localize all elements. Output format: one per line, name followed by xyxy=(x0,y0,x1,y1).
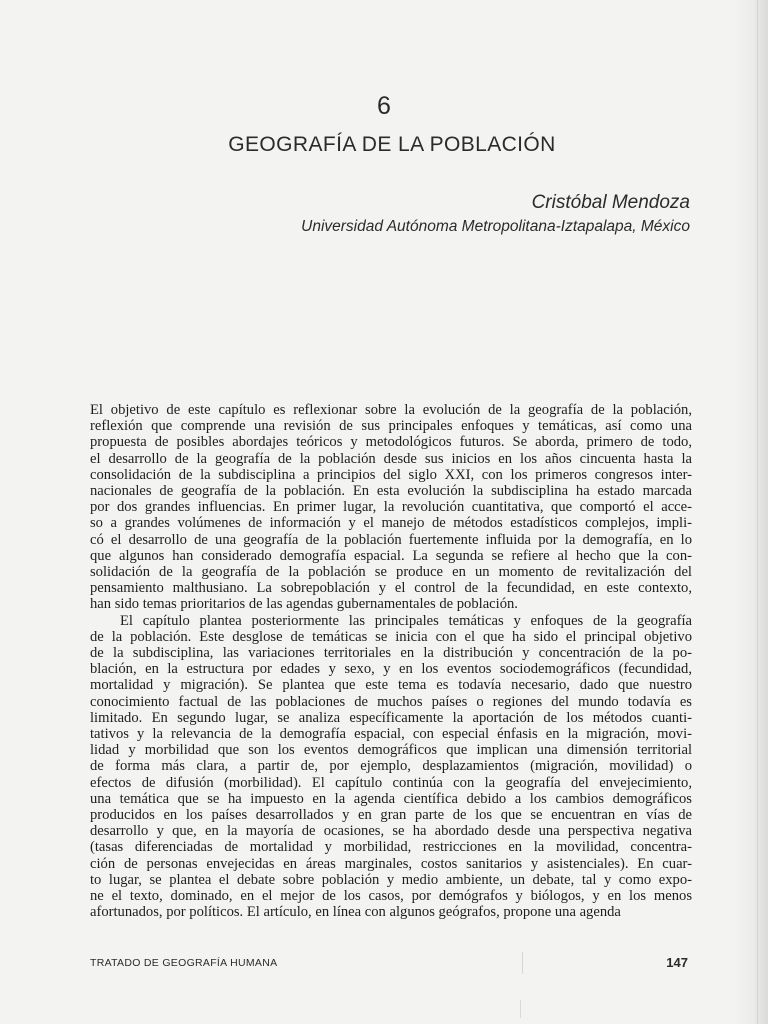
text-line: mortalidad y migración). Se plantea que este tema es todavía necesario, dado que nuestro xyxy=(90,677,692,694)
text-line: conocimiento factual de las poblaciones de muchos países o regiones del mundo todavía es xyxy=(90,693,692,710)
paragraph-2 xyxy=(90,613,692,921)
text-line: pensamiento malthusiano. La sobrepoblación y el control de la fecundidad, en este contexto, xyxy=(90,580,692,597)
text-line: nacionales de geografía de la población. En esta evolución la subdisciplina ha estado marcada xyxy=(90,483,692,500)
scan-mark xyxy=(520,1000,521,1018)
text-line: afortunados, por políticos. El artículo, en línea con algunos geógrafos, propone una agenda xyxy=(90,904,621,921)
text-line: una temática que se ha impuesto en la agenda científica debido a los cambios demográficos xyxy=(90,790,692,807)
text-line: ne el texto, dominado, en el mejor de los casos, por demógrafos y biólogos, y en los menos xyxy=(90,888,692,905)
text-line: to lugar, se plantea el debate sobre población y medio ambiente, un debate, tal y como expo- xyxy=(90,871,692,888)
text-line: El objetivo de este capítulo es reflexionar sobre la evolución de la geografía de la población, xyxy=(90,402,692,418)
text-line: có el desarrollo de una geografía de la población fuertemente influida por la demografía, en lo xyxy=(90,531,692,548)
text-line: tativos y la relevancia de la demografía espacial, con especial énfasis en la migración, movi- xyxy=(90,726,692,743)
author-name: Cristóbal Mendoza xyxy=(531,192,690,213)
text-line: el desarrollo de la geografía de la población desde sus inicios en los años cincuenta hasta la xyxy=(90,450,692,467)
text-line: so a grandes volúmenes de información y el manejo de métodos estadísticos complejos, impli- xyxy=(90,515,692,532)
text-line: lidad y morbilidad que son los eventos demográficos que implican una dimensión territorial xyxy=(90,742,692,759)
text-line: efectos de difusión (morbilidad). El capítulo continúa con la geografía del envejecimiento, xyxy=(90,774,692,791)
text-line: (tasas diferenciadas de mortalidad y morbilidad, restricciones en la movilidad, concentra- xyxy=(90,839,692,856)
chapter-body xyxy=(90,402,692,921)
paragraph-1 xyxy=(90,402,692,613)
text-line: desarrollo y que, en la mayoría de ocasiones, se ha abordado desde una perspectiva negativa xyxy=(90,823,692,840)
text-line: de la subdisciplina, las variaciones territoriales en la distribución y concentración de la po- xyxy=(90,645,692,662)
text-line: de la población. Este desglose de temáticas se inicia con el que ha sido el principal objetivo xyxy=(90,628,692,645)
chapter-title: GEOGRAFÍA DE LA POBLACIÓN xyxy=(228,133,556,156)
text-line: limitado. En segundo lugar, se analiza específicamente la aportación de los métodos cuanti- xyxy=(90,709,692,726)
text-line: por dos grandes influencias. En primer lugar, la revolución cuantitativa, que comportó el acce- xyxy=(90,499,692,516)
text-line: han sido temas prioritarios de las agendas gubernamentales de población. xyxy=(90,596,518,613)
text-line: blación, en la estructura por edades y sexo, y en los eventos sociodemográficos (fecundidad, xyxy=(90,661,692,678)
text-line: ción de personas envejecidas en áreas marginales, costos sanitarios y asistenciales). En cuar- xyxy=(90,855,692,872)
page-number: 147 xyxy=(666,955,688,970)
author-affiliation: Universidad Autónoma Metropolitana-Iztapalapa, México xyxy=(301,218,690,235)
text-line: propuesta de posibles abordajes teóricos y metodológicos futuros. Se aborda, primero de todo, xyxy=(90,434,692,451)
text-line: producidos en los países desarrollados y en gran parte de los que se encuentran en vías de xyxy=(90,807,692,824)
scan-mark xyxy=(522,952,523,974)
running-footer-title: TRATADO DE GEOGRAFÍA HUMANA xyxy=(90,957,278,969)
text-line: de forma más clara, a partir de, por ejemplo, desplazamientos (migración, movilidad) o xyxy=(90,758,692,775)
text-line: solidación de la geografía de la población se produce en un momento de revitalización del xyxy=(90,564,692,581)
text-line: que algunos han considerado demografía espacial. La segunda se refiere al hecho que la con- xyxy=(90,547,692,564)
text-line: El capítulo plantea posteriormente las principales temáticas y enfoques de la geografía xyxy=(120,612,692,629)
text-line: consolidación de la subdisciplina a principios del siglo XXI, con los primeros congresos inter- xyxy=(90,466,692,483)
text-line: reflexión que comprende una revisión de sus principales enfoques y temáticas, así como una xyxy=(90,418,692,435)
chapter-number: 6 xyxy=(377,92,391,120)
